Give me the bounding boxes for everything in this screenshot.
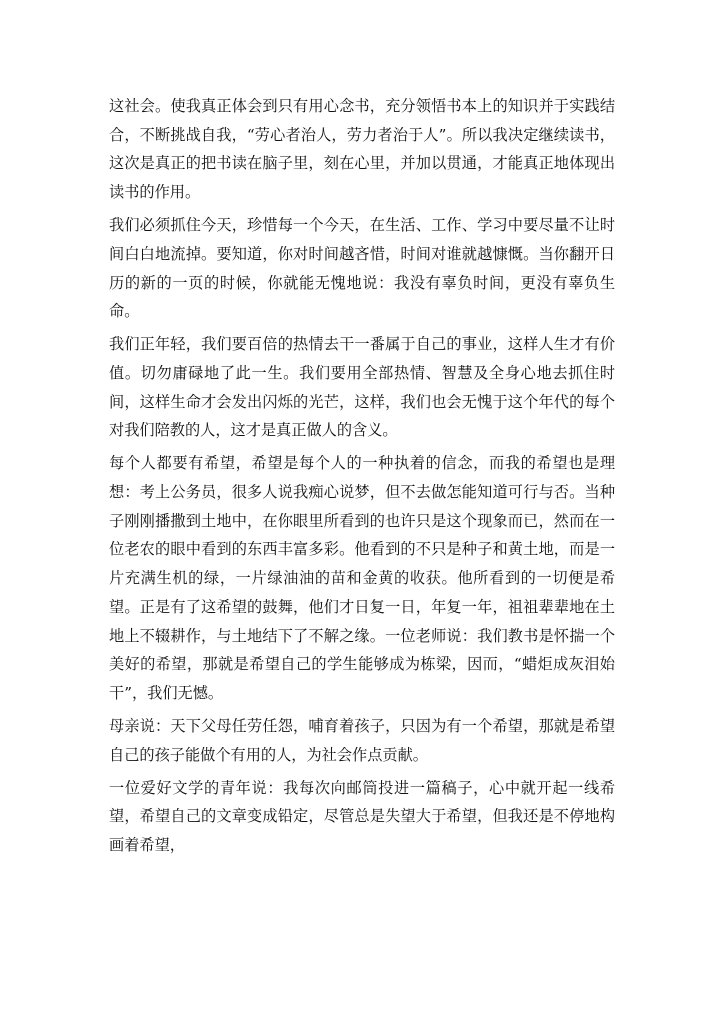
paragraph-4: 每个人都要有希望，希望是每个人的一种执着的信念，而我的希望也是理想：考上公务员，很多人说我痴心说梦，但不去做怎能知道可行与否。当种子刚刚播撒到土地中，在你眼里所看到的也许只是这个现象而已，然而在一位老农的眼中看到的东西丰富多彩。他看到的不只是种子和黄土地，而是一片充满生机的绿，一片绿油油的苗和金黄的收获。他所看到的一切便是希望。正是有了这希望的鼓舞，他们才日复一日，年复一年，祖祖辈辈地在土地上不辍耕作，与土地结下了不解之缘。一位老师说：我们教书是怀揣一个美好的希望，那就是希望自己的学生能够成为栋梁，因而，“蜡炬成灰泪始干”，我们无憾。 [109, 454, 615, 702]
paragraph-3: 我们正年轻，我们要百倍的热情去干一番属于自己的事业，这样人生才有价值。切勿庸碌地了此一生。我们要用全部热情、智慧及全身心地去抓住时间，这样生命才会发出闪烁的光芒，这样，我们也会无愧于这个年代的每个对我们陪教的人，这才是真正做人的含义。 [109, 335, 615, 440]
document-body [109, 92, 615, 860]
paragraph-6: 一位爱好文学的青年说：我每次向邮筒投进一篇稿子，心中就开起一线希望，希望自己的文章变成铅定，尽管总是失望大于希望，但我还是不停地构画着希望， [109, 778, 615, 855]
paragraph-2: 我们必须抓住今天，珍惜每一个今天，在生活、工作、学习中要尽量不让时间白白地流掉。要知道，你对时间越吝惜，时间对谁就越慷慨。当你翻开日历的新的一页的时候，你就能无愧地说：我没有辜负时间，更没有辜负生命。 [109, 216, 615, 321]
paragraph-5: 母亲说：天下父母任劳任怨，哺育着孩子，只因为有一个希望，那就是希望自己的孩子能做个有用的人，为社会作点贡献。 [109, 716, 615, 764]
paragraph-1: 这社会。使我真正体会到只有用心念书，充分领悟书本上的知识并于实践结合，不断挑战自我，“劳心者治人，劳力者治于人”。所以我决定继续读书，这次是真正的把书读在脑子里，刻在心里，并加以贯通，才能真正地体现出读书的作用。 [109, 97, 615, 202]
